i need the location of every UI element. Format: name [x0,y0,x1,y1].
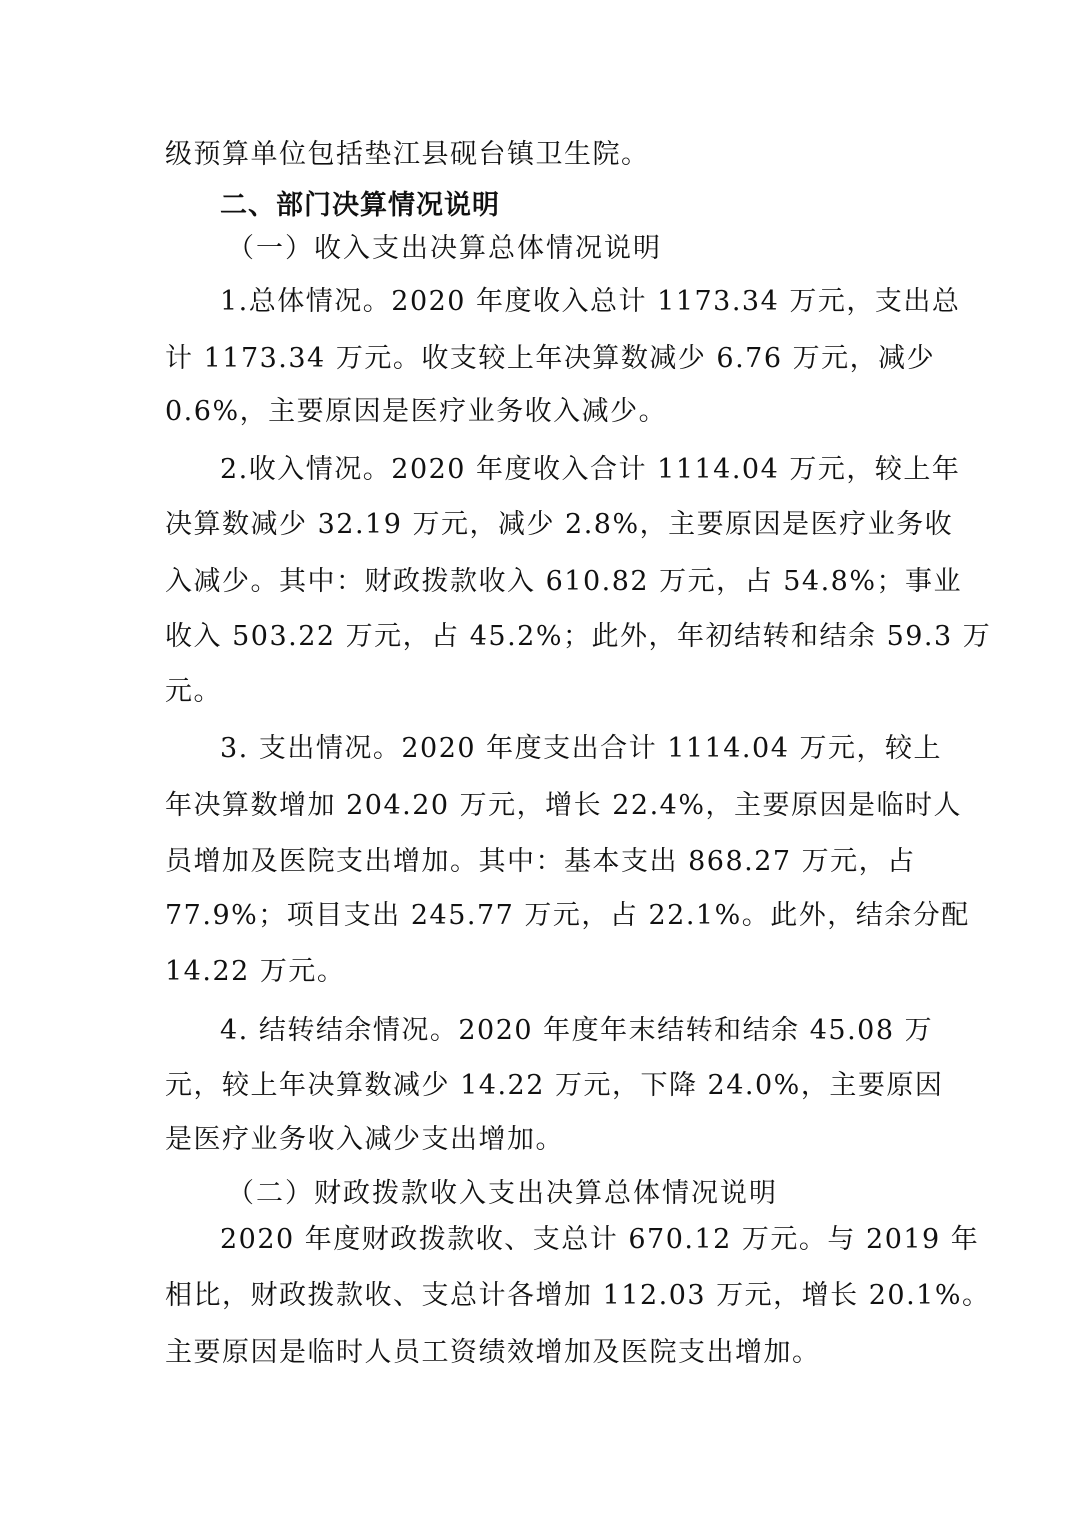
paragraph-line: 决算数减少 32.19 万元，减少 2.8%，主要原因是医疗业务收 [165,509,954,540]
paragraph-line: 2.收入情况。2020 年度收入合计 1114.04 万元，较上年 [220,454,961,485]
paragraph-line: 级预算单位包括垫江县砚台镇卫生院。 [165,139,650,170]
paragraph-line: 0.6%，主要原因是医疗业务收入减少。 [165,396,668,427]
paragraph-line: 元，较上年决算数减少 14.22 万元，下降 24.0%，主要原因 [165,1070,944,1101]
paragraph-line: 元。 [165,676,222,707]
paragraph-line: 收入 503.22 万元，占 45.2%；此外，年初结转和结余 59.3 万 [165,621,992,652]
paragraph-line: 2020 年度财政拨款收、支总计 670.12 万元。与 2019 年 [220,1224,980,1255]
paragraph-line: 4. 结转结余情况。2020 年度年末结转和结余 45.08 万 [220,1015,934,1046]
paragraph-line: 14.22 万元。 [165,956,346,987]
subsection-heading: （一）收入支出决算总体情况说明 [227,233,662,264]
section-heading: 二、部门决算情况说明 [220,190,500,221]
paragraph-line: 员增加及医院支出增加。其中：基本支出 868.27 万元，占 [165,846,916,877]
paragraph-line: 1.总体情况。2020 年度收入总计 1173.34 万元，支出总 [220,286,961,317]
paragraph-line: 相比，财政拨款收、支总计各增加 112.03 万元，增长 20.1%。 [165,1280,991,1311]
paragraph-line: 年决算数增加 204.20 万元，增长 22.4%，主要原因是临时人 [165,790,962,821]
paragraph-line: 入减少。其中：财政拨款收入 610.82 万元，占 54.8%；事业 [165,566,962,597]
paragraph-line: 3. 支出情况。2020 年度支出合计 1114.04 万元，较上 [220,733,942,764]
paragraph-line: 77.9%；项目支出 245.77 万元，占 22.1%。此外，结余分配 [165,900,970,931]
subsection-heading: （二）财政拨款收入支出决算总体情况说明 [227,1178,778,1209]
paragraph-line: 主要原因是临时人员工资绩效增加及医院支出增加。 [165,1337,821,1368]
paragraph-line: 是医疗业务收入减少支出增加。 [165,1124,564,1155]
paragraph-line: 计 1173.34 万元。收支较上年决算数减少 6.76 万元，减少 [165,343,936,374]
